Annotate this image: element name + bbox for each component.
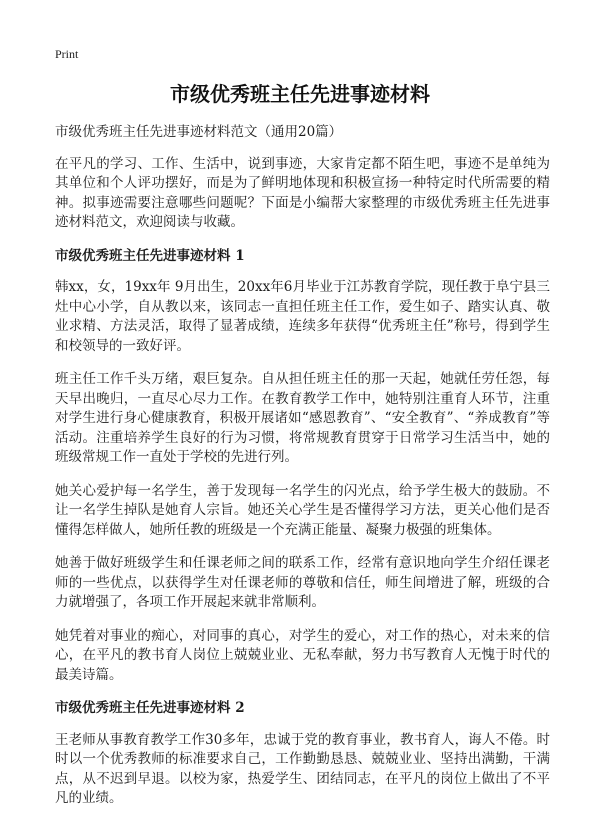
body-paragraph: 她关心爱护每一名学生，善于发现每一名学生的闪光点，给予学生极大的鼓励。不让一名学生掉队是她育人宗旨。她还关心学生是否懂得学习方法，更关心他们是否懂得怎样做人，她所任教的班级是一个充满正能量、凝聚力极强的班集体。 [55, 482, 550, 538]
document-subtitle: 市级优秀班主任先进事迹材料范文（通用20篇） [55, 124, 343, 140]
page-title: 市级优秀班主任先进事迹材料 [170, 82, 430, 106]
body-paragraph: 韩xx，女，19xx年 9月出生，20xx年6月毕业于江苏教育学院，现任教于阜宁县三灶中心小学，自从教以来，该同志一直担任班主任工作，爱生如子、踏实认真、敬业求精、方法灵活，取得了显著成绩，连续多年获得“优秀班主任”称号，得到学生和校领导的一致好评。 [55, 279, 550, 354]
document-body [55, 123, 550, 823]
body-paragraph: 王老师从事教育教学工作30多年，忠诚于党的教育事业，教书育人，诲人不倦。时时以一个优秀教师的标准要求自己，工作勤勤恳恳、兢兢业业、坚持出满勤，干满点，从不迟到早退。以校为家，热爱学生、团结同志，在平凡的岗位上做出了不平凡的业绩。 [55, 731, 550, 806]
body-paragraph: 班主任工作千头万绪，艰巨复杂。自从担任班主任的那一天起，她就任劳任怨，每天早出晚归，一直尽心尽力工作。在教育教学工作中，她特别注重育人环节，注重对学生进行身心健康教育，积极开展诸如“感恩教育”、“安全教育”、“养成教育”等活动。注重培养学生良好的行为习惯，将常规教育贯穿于日常学习生活当中，她的班级常规工作一直处于学校的先进行列。 [55, 371, 550, 465]
section-heading: 市级优秀班主任先进事迹材料 1 [55, 247, 245, 264]
print-link[interactable]: Print [55, 47, 79, 61]
intro-paragraph: 在平凡的学习、工作、生活中，说到事迹，大家肯定都不陌生吧，事迹不是单纯为其单位和个人评功摆好，而是为了鲜明地体现和积极宣扬一种特定时代所需要的精神。拟事迹需要注意哪些问题呢？下面是小编帮大家整理的市级优秀班主任先进事迹材料范文，欢迎阅读与收藏。 [55, 155, 550, 230]
body-paragraph: 她善于做好班级学生和任课老师之间的联系工作，经常有意识地向学生介绍任课老师的一些优点，以获得学生对任课老师的尊敬和信任，师生间增进了解，班级的合力就增强了，各项工作开展起来就非常顺利。 [55, 555, 550, 610]
section-heading: 市级优秀班主任先进事迹材料 2 [55, 700, 245, 716]
body-paragraph: 她凭着对事业的痴心，对同事的真心，对学生的爱心，对工作的热心，对未来的信心，在平凡的教书育人岗位上兢兢业业、无私奉献，努力书写教育人无愧于时代的最美诗篇。 [55, 627, 550, 683]
